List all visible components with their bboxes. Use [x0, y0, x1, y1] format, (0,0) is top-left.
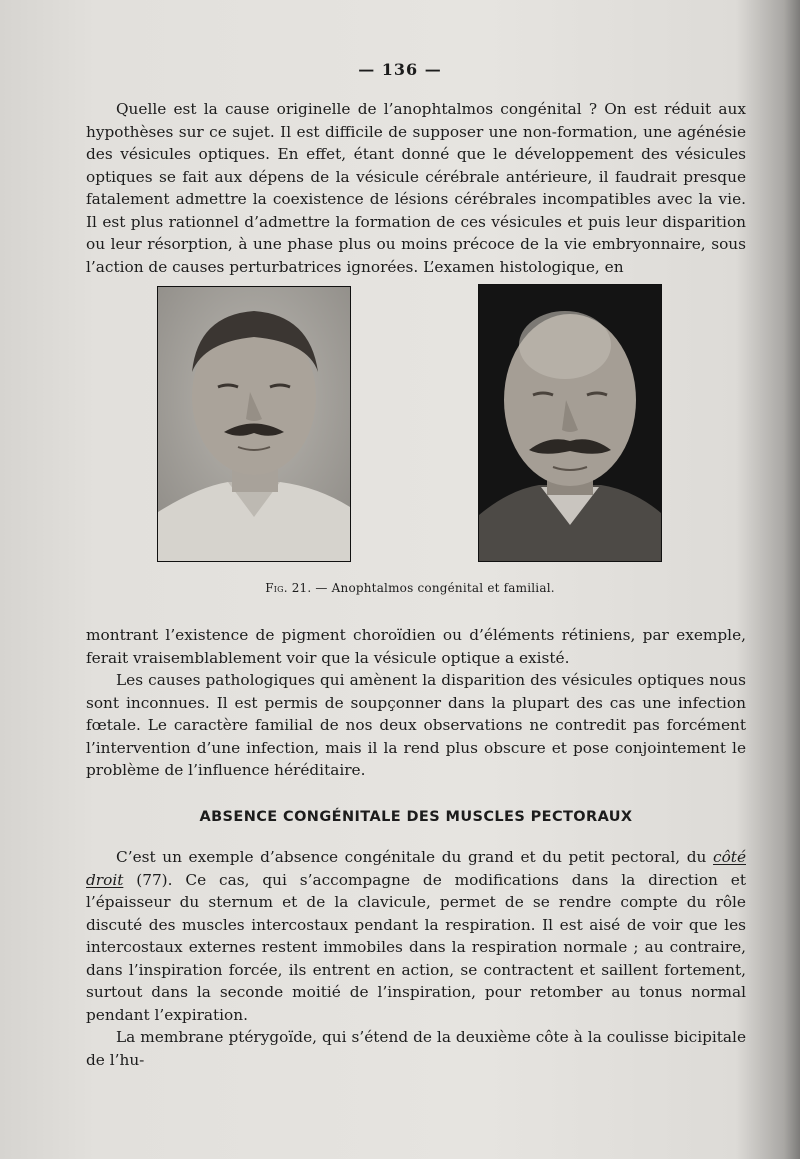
figure-caption-text: — Anophtalmos congénital et familial. — [311, 581, 555, 595]
paragraph-pathological-causes: Les causes pathologiques qui amènent la disparition des vésicules optiques nous sont inconnues. Il est permis de soupçonner dans la plupart des cas une infection fœtale. Le caractère familial de nos deux observations ne contredit pas forcément l’intervention d’une infection, mais il la rend plus obscure et pose conjointement le problème de l’influence héréditaire. — [86, 671, 746, 779]
page-number: — 136 — — [358, 60, 442, 79]
paragraph-4-before: C’est un exemple d’absence congénitale du grand et du petit pectoral, du — [116, 848, 714, 866]
paragraph-pectoral-absence — [86, 846, 746, 1026]
emphasis-cote-droit: côté droit — [86, 848, 746, 889]
section-heading: ABSENCE CONGÉNITALE DES MUSCLES PECTORAUX — [199, 809, 633, 825]
text-block-middle — [86, 624, 746, 782]
paragraph-causes-anophtalmos: Quelle est la cause originelle de l’anophtalmos congénital ? On est réduit aux hypothèses sur ce sujet. Il est difficile de supposer une non-formation, une agénésie des vésicules optiques. En effet, étant donné que le développement des vésicules optiques se fait aux dépens de la vésicule cérébrale antérieure, il faudrait presque fatalement admettre la coexistence de lésions cérébrales incompatibles avec la vie. Il est plus rationnel d’admettre la formation de ces vésicules et puis leur disparition ou leur résorption, à une phase plus ou moins précoce de la vie embryonnaire, sous l’action de causes perturbatrices ignorées. L’examen histologique, en — [86, 100, 746, 276]
paragraph-pterygoid-membrane: La membrane ptérygoïde, qui s’étend de la deuxième côte à la coulisse bicipitale de l’hu- — [86, 1028, 746, 1069]
text-block-bottom — [86, 846, 746, 1071]
portrait-man-right — [479, 285, 661, 561]
figure-photo-right — [478, 284, 662, 562]
text-block-top — [86, 98, 746, 278]
paragraph-4-after: (77). Ce cas, qui s’accompagne de modifications dans la direction et l’épaisseur du sternum et de la clavicule, permet de se rendre compte du rôle discuté des muscles intercostaux pendant la respiration. Il est aisé de voir que les intercostaux externes restent immobiles dans la respiration normale ; au contraire, dans l’inspiration forcée, ils entrent en action, se contractent et saillent fortement, surtout dans la seconde moitié de l’inspiration, pour retomber au tonus normal pendant l’expiration. — [86, 870, 746, 1024]
figure-label: Fig. 21. — [265, 581, 312, 595]
figure-caption — [0, 581, 800, 595]
portrait-man-left — [158, 287, 350, 561]
figure-photo-left — [157, 286, 351, 562]
paragraph-continuation: montrant l’existence de pigment choroïdien ou d’éléments rétiniens, par exemple, ferait vraisemblablement voir que la vésicule optique a existé. — [86, 626, 746, 667]
